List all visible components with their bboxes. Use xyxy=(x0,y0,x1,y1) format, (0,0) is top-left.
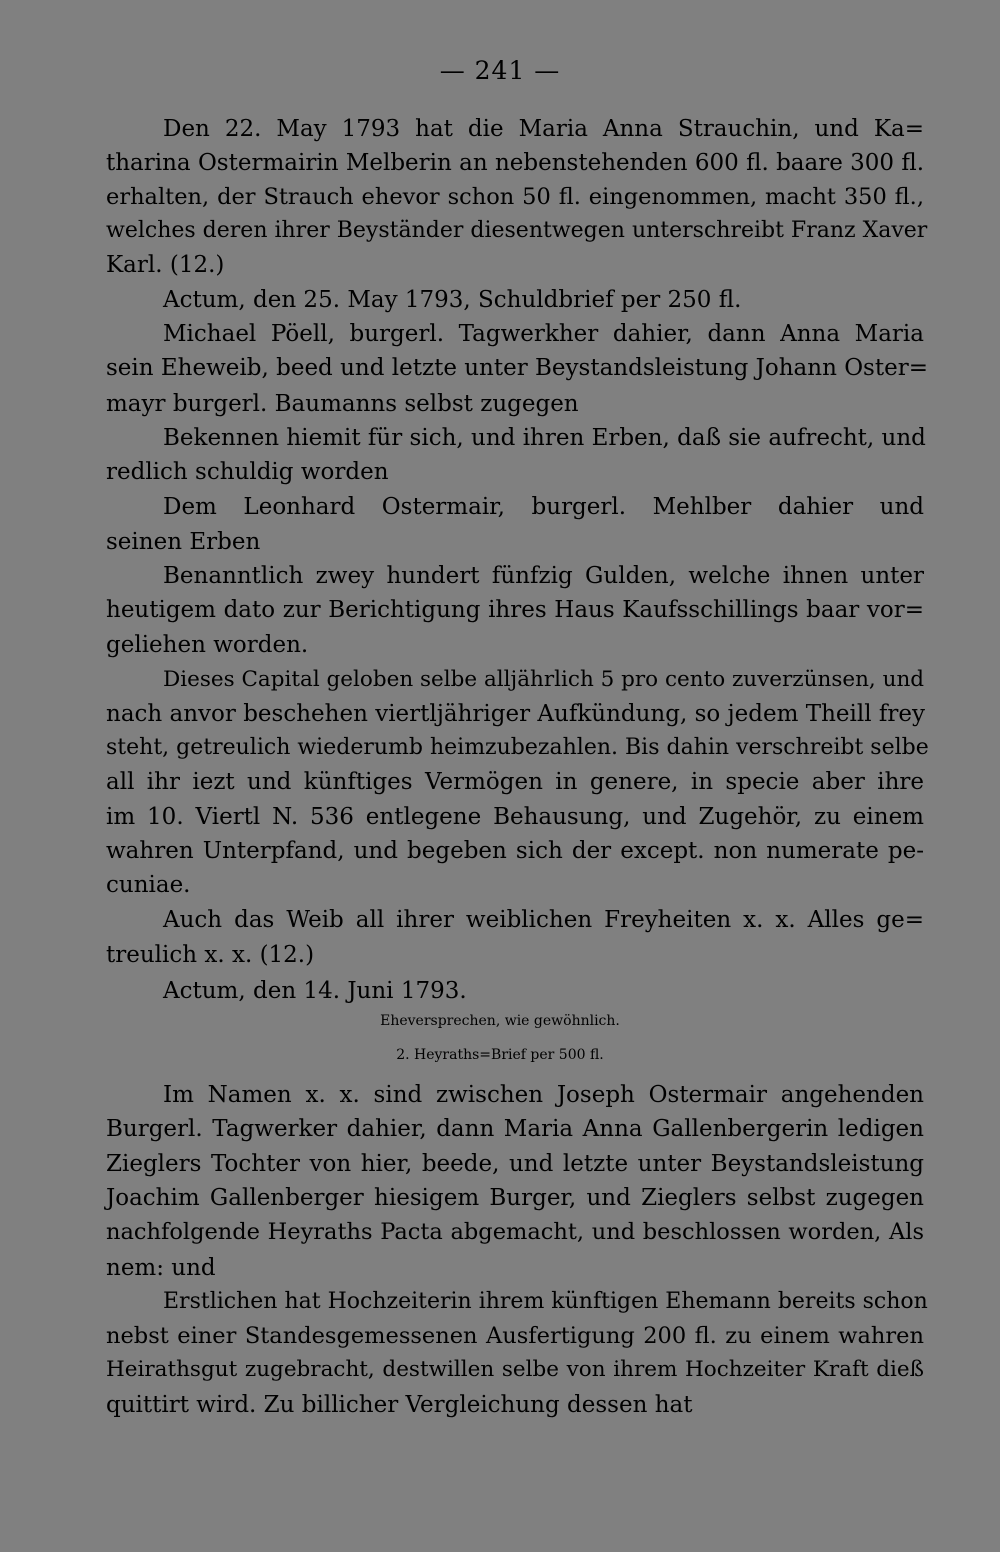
text-line: redlich schuldig worden xyxy=(106,459,389,485)
text-line: Actum, den 14. Juni 1793. xyxy=(163,978,467,1004)
text-line: nach anvor beschehen viertljähriger Aufkündung, so jedem Theill frey xyxy=(106,701,926,727)
text-line: wahren Unterpfand, und begeben sich der except. non numerate pe- xyxy=(106,838,924,864)
text-line: Michael Pöell, burgerl. Tagwerkher dahier, dann Anna Maria xyxy=(163,321,924,347)
text-line: Karl. (12.) xyxy=(106,252,225,278)
text-line: Bekennen hiemit für sich, und ihren Erben, daß sie aufrecht, und xyxy=(163,425,926,451)
text-line: Joachim Gallenberger hiesigem Burger, und Zieglers selbst zugegen xyxy=(106,1185,924,1211)
text-line: Den 22. May 1793 hat die Maria Anna Strauchin, und Ka= xyxy=(163,116,924,142)
text-line: Burgerl. Tagwerker dahier, dann Maria Anna Gallenbergerin ledigen xyxy=(106,1116,924,1142)
text-line: all ihr iezt und künftiges Vermögen in genere, in specie aber ihre xyxy=(106,769,924,795)
text-line: heutigem dato zur Berichtigung ihres Haus Kaufsschillings baar vor= xyxy=(106,597,924,623)
text-line: im 10. Viertl N. 536 entlegene Behausung, und Zugehör, zu einem xyxy=(106,804,924,830)
text-line: nem: und xyxy=(106,1255,216,1281)
text-line: Benanntlich zwey hundert fünfzig Gulden, welche ihnen unter xyxy=(163,563,924,589)
text-line: steht, getreulich wiederumb heimzubezahlen. Bis dahin verschreibt selbe xyxy=(106,735,929,760)
text-line: welches deren ihrer Beyständer diesentwegen unterschreibt Franz Xaver xyxy=(106,218,928,243)
text-line: Eheversprechen, wie gewöhnlich. xyxy=(380,1013,620,1029)
text-line: geliehen worden. xyxy=(106,632,309,658)
text-line: seinen Erben xyxy=(106,529,261,555)
text-line: Dieses Capital geloben selbe alljährlich 5 pro cento zuverzünsen, und xyxy=(163,667,925,692)
text-line: treulich x. x. (12.) xyxy=(106,942,315,968)
text-line: tharina Ostermairin Melberin an nebenstehenden 600 fl. baare 300 fl. xyxy=(106,150,925,176)
text-line: cuniae. xyxy=(106,872,191,898)
text-line: quittirt wird. Zu billicher Vergleichung dessen hat xyxy=(106,1392,693,1418)
text-line: Dem Leonhard Ostermair, burgerl. Mehlber dahier und xyxy=(163,494,924,520)
text-line: Erstlichen hat Hochzeiterin ihrem künftigen Ehemann bereits schon xyxy=(163,1289,928,1314)
text-line: sein Eheweib, beed und letzte unter Beystandsleistung Johann Oster= xyxy=(106,355,928,381)
text-line: nachfolgende Heyraths Pacta abgemacht, und beschlossen worden, Als xyxy=(106,1219,924,1245)
text-line: 2. Heyraths=Brief per 500 fl. xyxy=(396,1047,604,1063)
text-line: Auch das Weib all ihrer weiblichen Freyheiten x. x. Alles ge= xyxy=(163,907,924,933)
page-number: — 241 — xyxy=(439,56,561,85)
text-line: nebst einer Standesgemessenen Ausfertigung 200 fl. zu einem wahren xyxy=(106,1323,924,1349)
text-line: Actum, den 25. May 1793, Schuldbrief per 250 fl. xyxy=(163,287,742,313)
text-line: mayr burgerl. Baumanns selbst zugegen xyxy=(106,391,579,417)
text-line: Heirathsgut zugebracht, destwillen selbe von ihrem Hochzeiter Kraft dieß xyxy=(106,1357,924,1382)
text-line: Zieglers Tochter von hier, beede, und letzte unter Beystandsleistung xyxy=(106,1151,924,1177)
text-line: erhalten, der Strauch ehevor schon 50 fl. eingenommen, macht 350 fl., xyxy=(106,184,924,210)
text-line: Im Namen x. x. sind zwischen Joseph Ostermair angehenden xyxy=(163,1082,924,1108)
